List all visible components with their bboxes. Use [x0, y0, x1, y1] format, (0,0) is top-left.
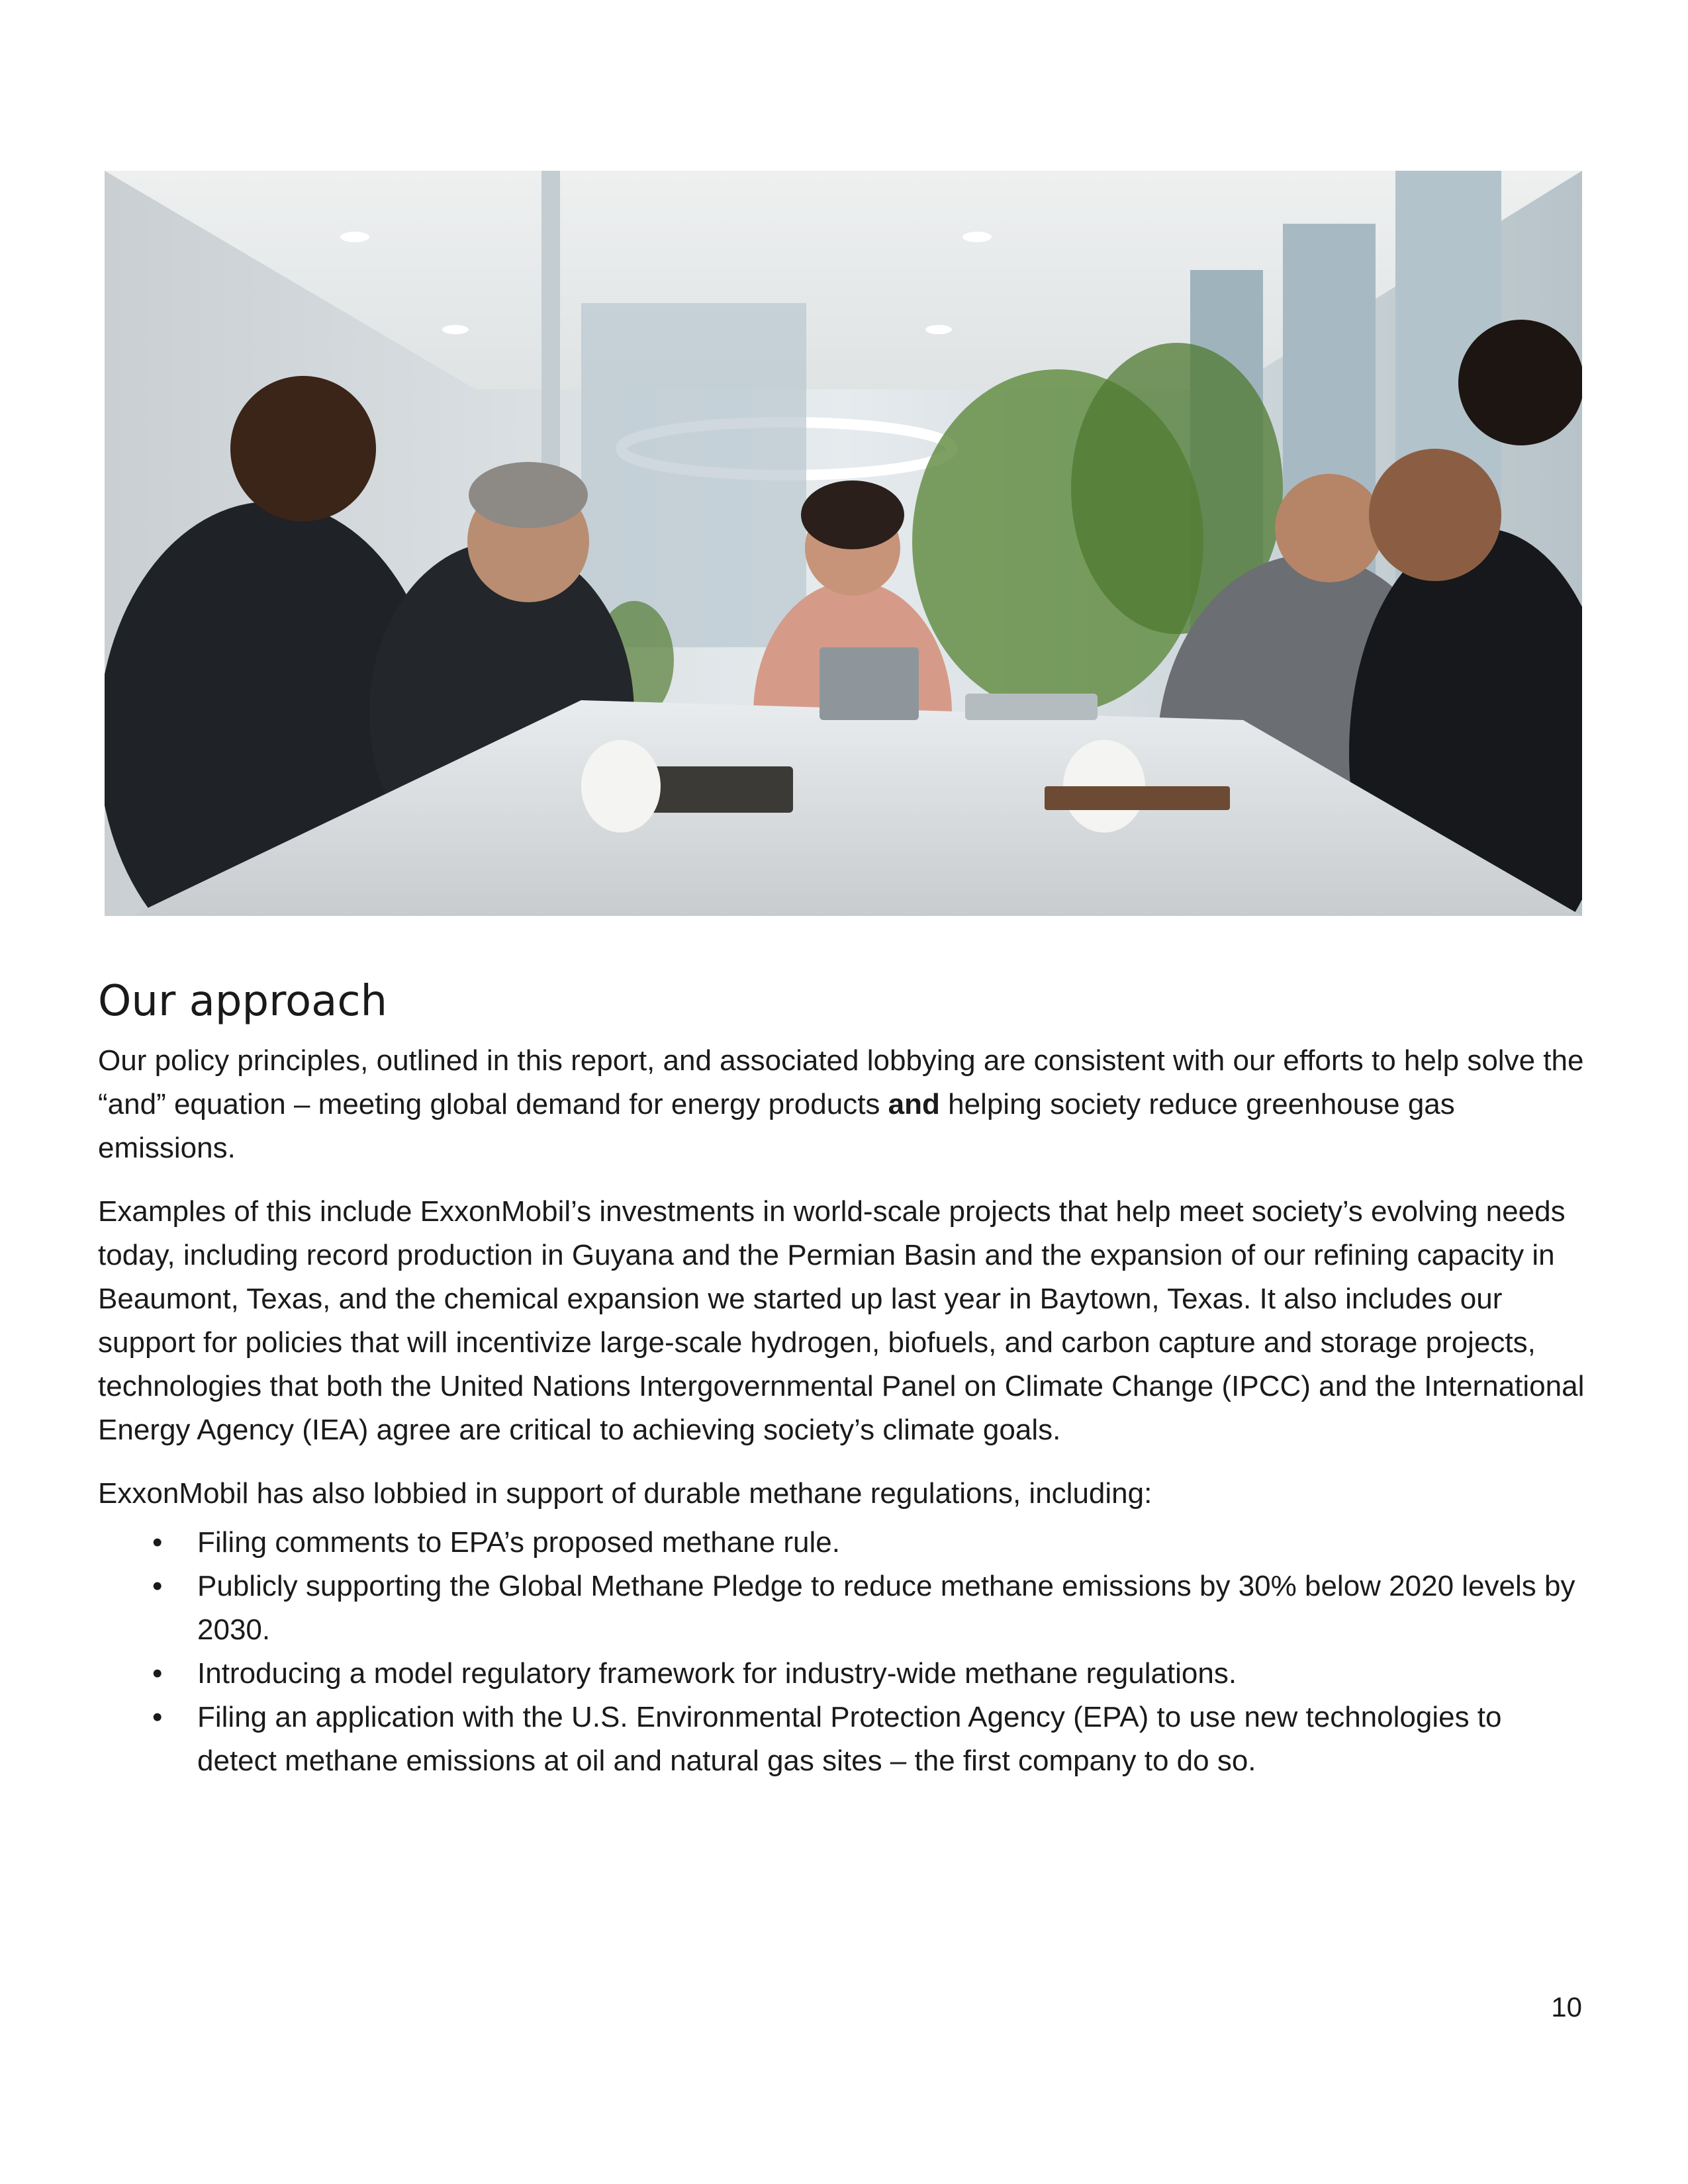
list-item-text: Introducing a model regulatory framework for industry-wide methane regulations.	[197, 1657, 1237, 1690]
list-item-text: Filing an application with the U.S. Environmental Protection Agency (EPA) to use new technologies to detect methane emissions at oil and natural gas sites – the first company to do so.	[197, 1701, 1502, 1777]
paragraph1-text-start: Our policy principles, outlined in this report, and associated lobbying are consistent with our efforts to help solve the “and” equation – meeting global demand for energy products	[98, 1044, 1584, 1120]
bullet-icon: •	[152, 1570, 163, 1602]
list-item	[98, 1652, 1587, 1696]
paragraph-methane-intro: ExxonMobil has also lobbied in support of durable methane regulations, including:	[98, 1477, 1152, 1510]
paragraph1-text-end: helping society reduce greenhouse gas emissions.	[98, 1088, 1455, 1164]
methane-bullet-list	[98, 1521, 1587, 1783]
bullet-icon: •	[152, 1657, 163, 1690]
conference-room-illustration	[105, 171, 1582, 916]
approach-section	[98, 973, 1587, 1783]
page-number: 10	[1551, 1991, 1582, 2023]
list-item-text: Publicly supporting the Global Methane Pledge to reduce methane emissions by 30% below 2020 levels by 2030.	[197, 1570, 1575, 1646]
paragraph1-bold-and: and	[888, 1088, 940, 1120]
paragraph-and-equation	[98, 1039, 1587, 1170]
paragraph-examples: Examples of this include ExxonMobil’s investments in world-scale projects that help meet society’s evolving needs today, including record production in Guyana and the Permian Basin and the expansion of our refining capacity in Beaumont, Texas, and the chemical expansion we started up last year in Baytown, Texas. It also includes our support for policies that will incentivize large-scale hydrogen, biofuels, and carbon capture and storage projects, technologies that both the United Nations Intergovernmental Panel on Climate Change (IPCC) and the International Energy Agency (IEA) agree are critical to achieving society’s climate goals.	[98, 1195, 1585, 1446]
bullet-icon: •	[152, 1526, 163, 1559]
list-item-text: Filing comments to EPA’s proposed methane rule.	[197, 1526, 840, 1559]
list-item	[98, 1521, 1587, 1565]
section-heading: Our approach	[98, 977, 388, 1026]
list-item	[98, 1696, 1587, 1783]
meeting-photo	[105, 171, 1582, 916]
list-item	[98, 1565, 1587, 1652]
bullet-icon: •	[152, 1701, 163, 1733]
